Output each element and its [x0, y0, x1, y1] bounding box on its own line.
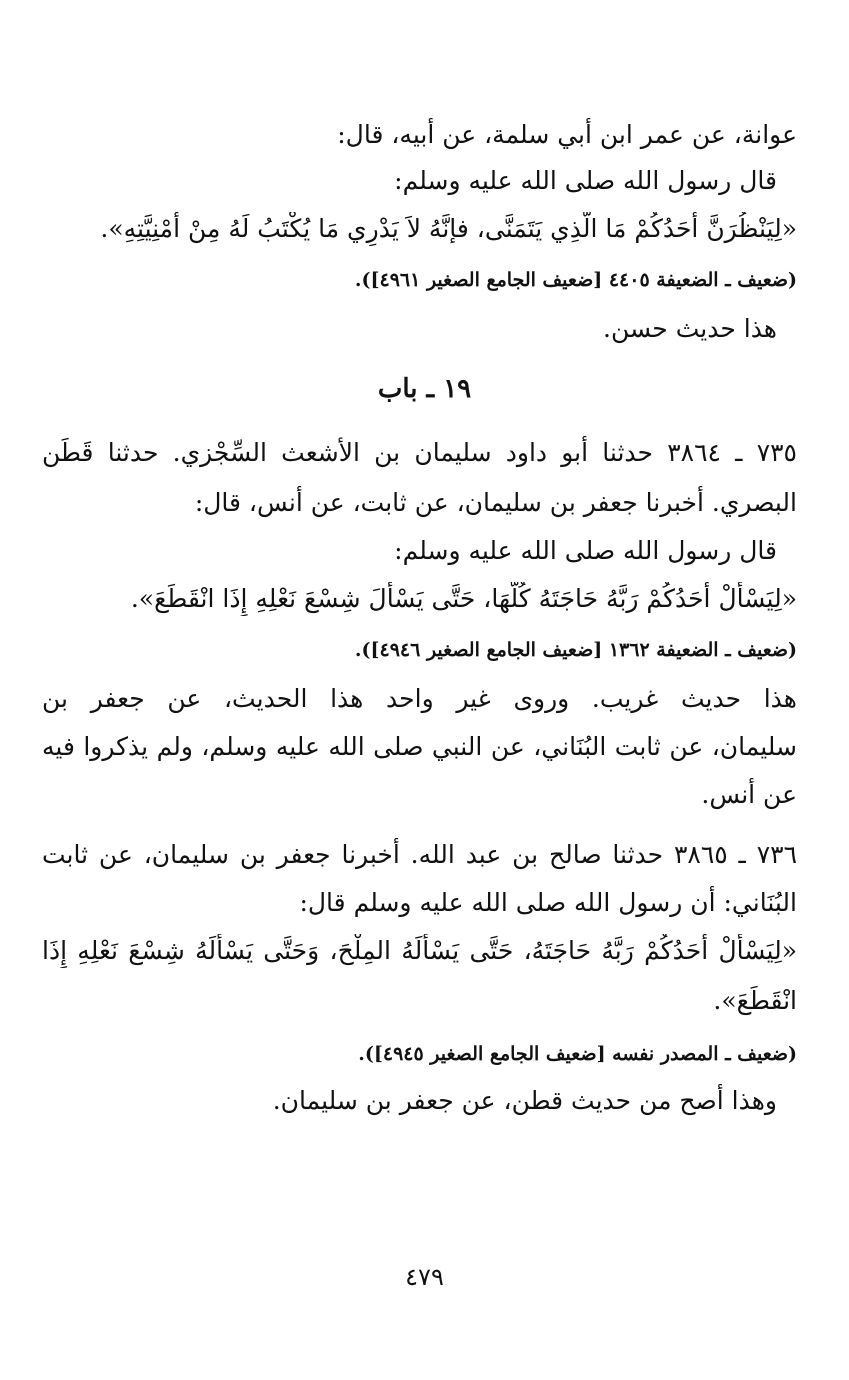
hadith-quote: انْقَطَعَ».: [713, 986, 797, 1015]
hadith-quote: «لِيَنْظُرَنَّ أَحَدُكُمْ مَا الَّذِي يَتَمَنَّى، فإنَّهُ لاَ يَدْرِي مَا يُكْتَبُ لَهُ مِنْ أُمْنِيَّتِهِ».: [100, 214, 797, 243]
text-line: البصري. أخبرنا جعفر بن سليمان، عن ثابت، عن أنس، قال:: [194, 488, 797, 517]
text-line: ٧٣٦ ـ ٣٨٦٥ حدثنا صالح بن عبد الله. أخبرنا جعفر بن سليمان، عن ثابت: [42, 840, 797, 869]
text-line: هذا حديث غريب. وروى غير واحد هذا الحديث، عن جعفر بن: [42, 684, 797, 713]
grading-note: (ضعيف ـ المصدر نفسه [ضعيف الجامع الصغير ٤٩٤٥]).: [358, 1043, 797, 1065]
text-line: سليمان، عن ثابت البُنَاني، عن النبي صلى الله عليه وسلم، ولم يذكروا فيه: [42, 732, 797, 761]
text-line: قال رسول الله صلى الله عليه وسلم:: [394, 536, 777, 565]
text-line: قال رسول الله صلى الله عليه وسلم:: [394, 166, 777, 195]
text-line: هذا حديث حسن.: [603, 314, 777, 343]
grading-note: (ضعيف ـ الضعيفة ٤٤٠٥ [ضعيف الجامع الصغير ٤٩٦١]).: [354, 269, 797, 291]
text-line: عن أنس.: [701, 780, 797, 809]
chapter-heading: ١٩ ـ باب: [377, 374, 472, 404]
text-line: وهذا أصح من حديث قطن، عن جعفر بن سليمان.: [272, 1086, 777, 1115]
hadith-quote: «لِيَسْأَلْ أَحَدُكُمْ رَبَّهُ حَاجَتَهُ كُلَّهَا، حَتَّى يَسْأَلَ شِسْعَ نَعْلِهِ إِذَا انْقَطَعَ».: [130, 584, 797, 613]
text-line: البُنَاني: أن رسول الله صلى الله عليه وسلم قال:: [299, 888, 797, 917]
text-line: ٧٣٥ ـ ٣٨٦٤ حدثنا أبو داود سليمان بن الأشعث السِّجْزي. حدثنا قَطَن: [42, 438, 797, 467]
page-number: ٤٧٩: [405, 1263, 444, 1291]
grading-note: (ضعيف ـ الضعيفة ١٣٦٢ [ضعيف الجامع الصغير ٤٩٤٦]).: [354, 639, 797, 661]
text-line: عوانة، عن عمر ابن أبي سلمة، عن أبيه، قال:: [337, 120, 797, 149]
hadith-quote: «لِيَسْأَلْ أَحَدُكُمْ رَبَّهُ حَاجَتَهُ، حَتَّى يَسْأَلَهُ المِلْحَ، وَحَتَّى يَسْأَلَهُ شِسْعَ نَعْلِهِ إِذَا: [42, 936, 797, 965]
